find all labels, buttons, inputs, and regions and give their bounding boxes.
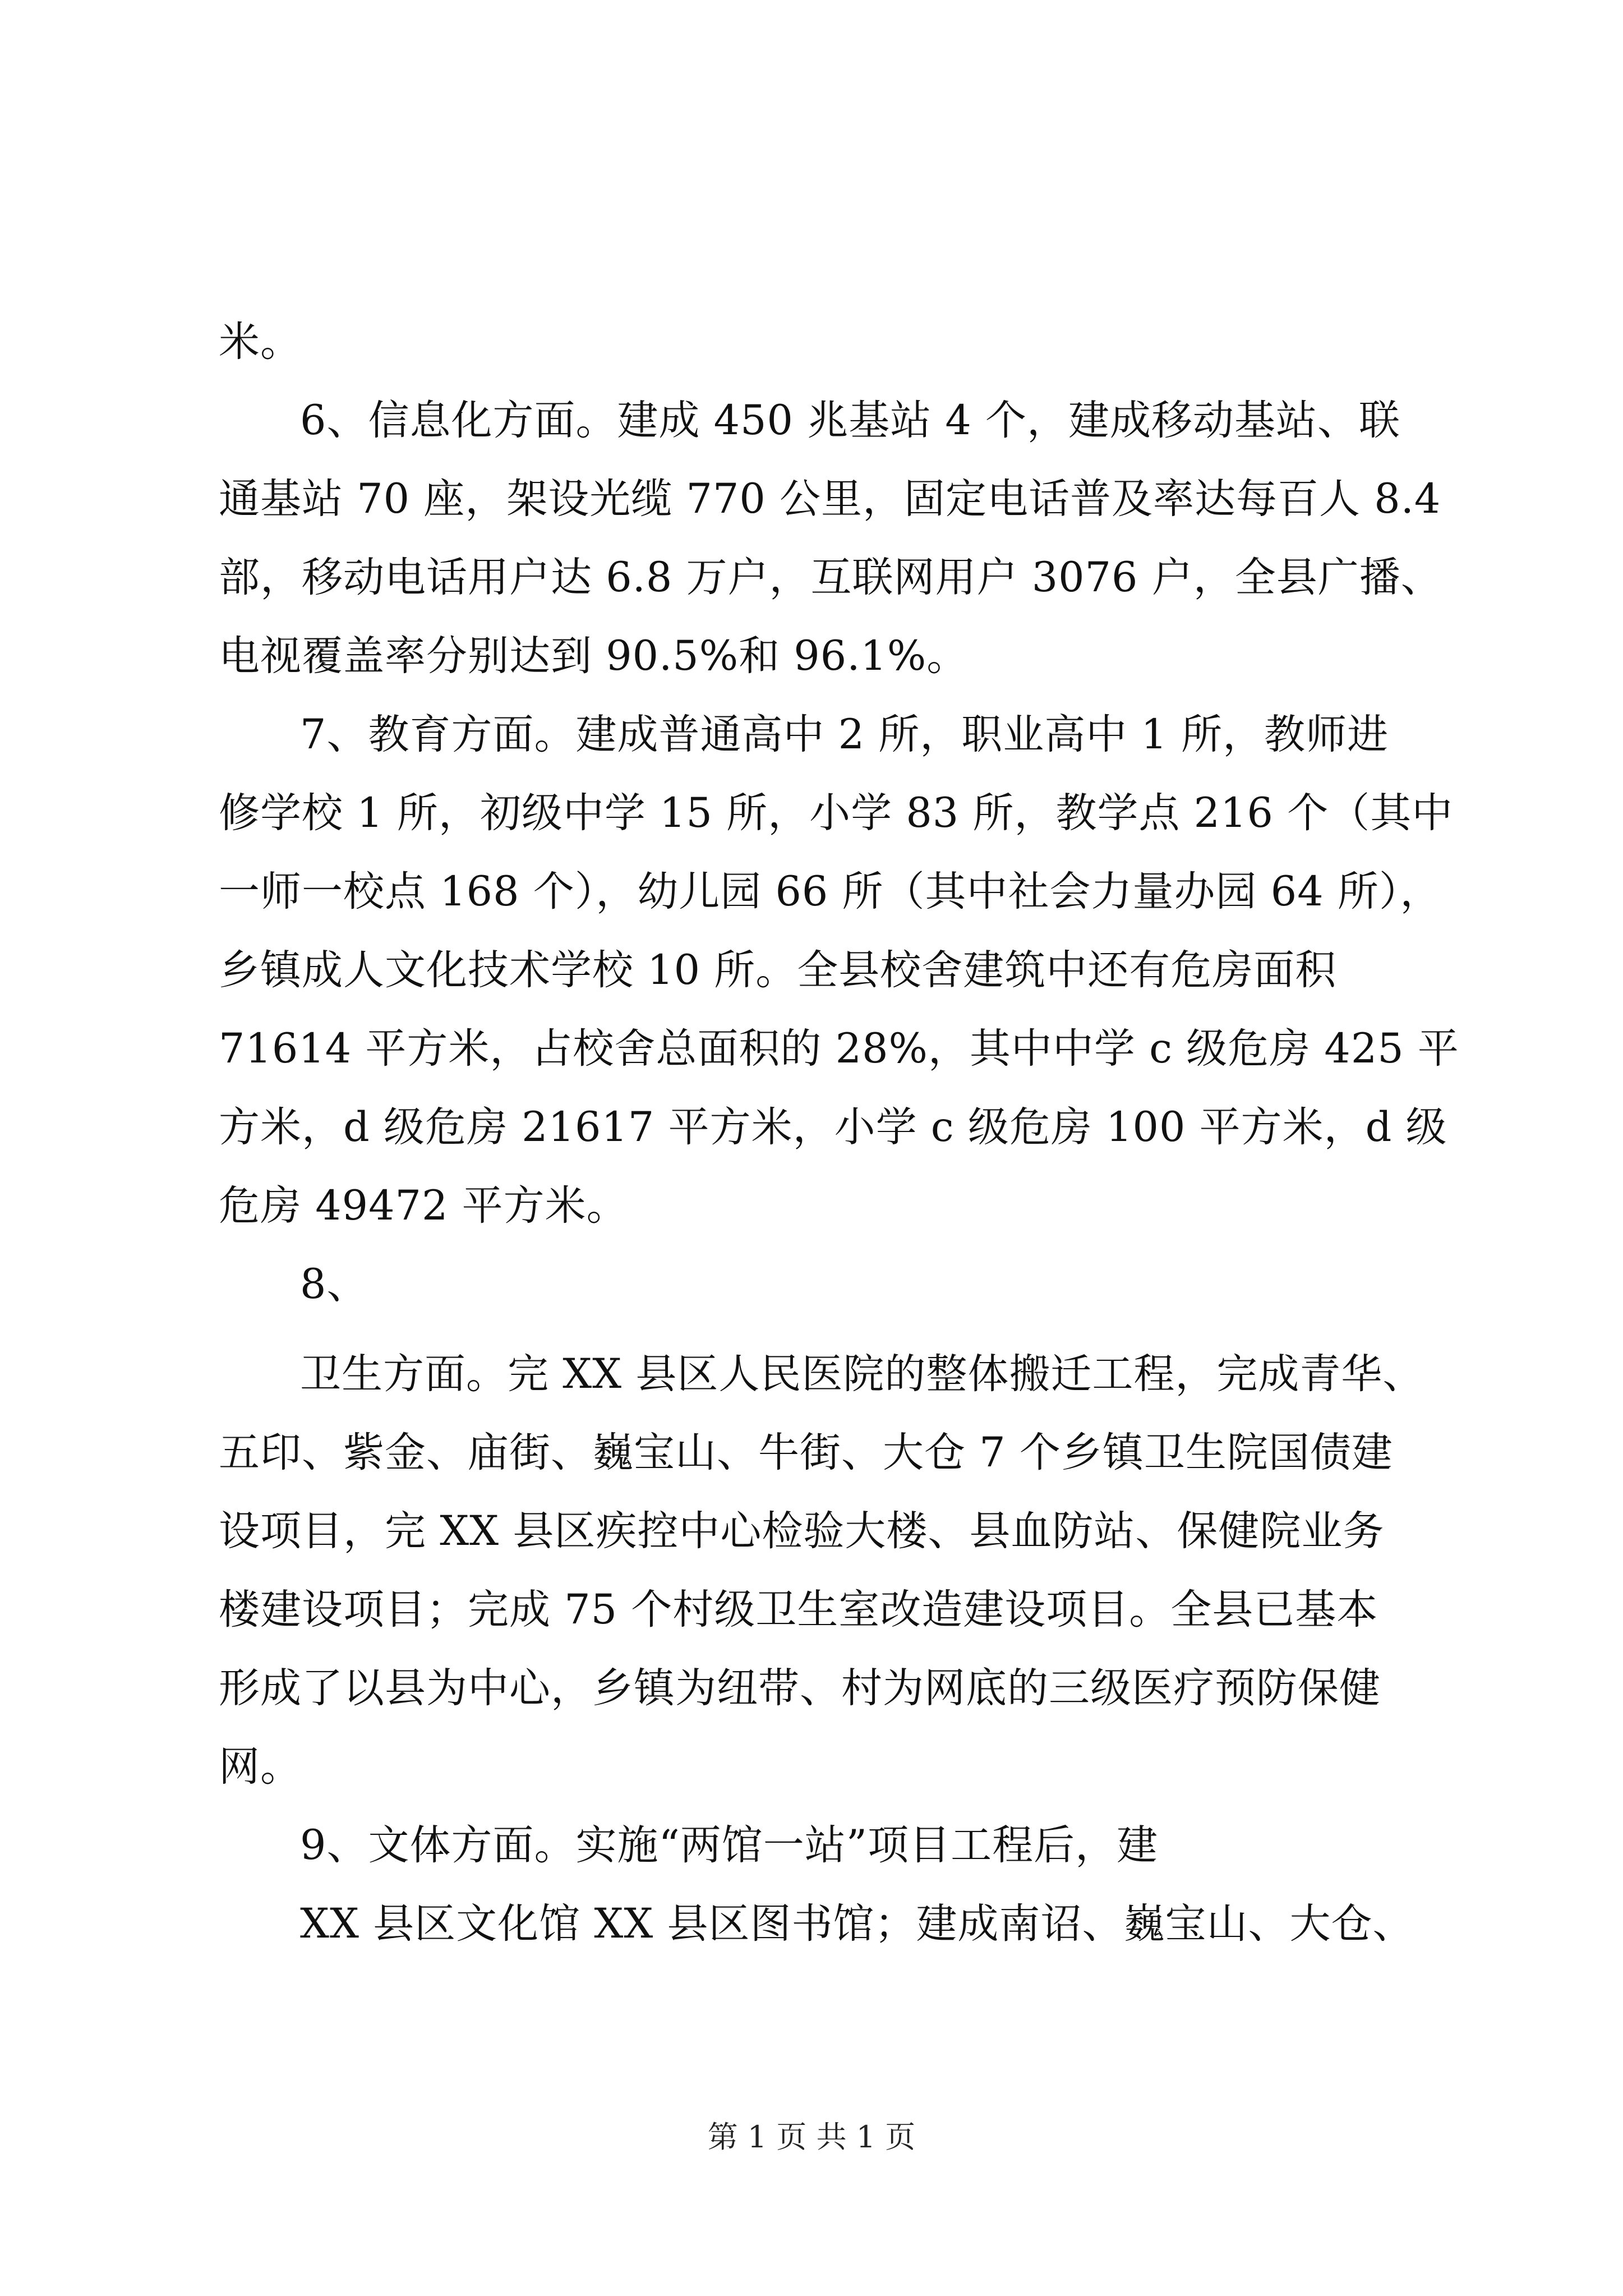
text-line: 一师一校点 168 个），幼儿园 66 所（其中社会力量办园 64 所）， bbox=[219, 868, 1442, 915]
text-line: XX 县区文化馆 XX 县区图书馆；建成南诏、巍宝山、大仓、 bbox=[300, 1900, 1414, 1948]
text-line: 乡镇成人文化技术学校 10 所。全县校舍建筑中还有危房面积 bbox=[219, 946, 1337, 994]
text-line: 设项目，完 XX 县区疾控中心检验大楼、县血防站、保健院业务 bbox=[219, 1507, 1385, 1555]
text-line: 网。 bbox=[219, 1743, 302, 1791]
text-line: 形成了以县为中心，乡镇为纽带、村为网底的三级医疗预防保健 bbox=[219, 1664, 1381, 1712]
text-line: 危房 49472 平方米。 bbox=[219, 1182, 628, 1230]
page-footer: 第 1 页 共 1 页 bbox=[707, 2119, 916, 2155]
text-line: 71614 平方米，占校舍总面积的 28%，其中中学 c 级危房 425 平 bbox=[219, 1025, 1459, 1073]
text-line: 五印、紫金、庙街、巍宝山、牛街、大仓 7 个乡镇卫生院国债建 bbox=[219, 1429, 1393, 1476]
text-line: 通基站 70 座，架设光缆 770 公里，固定电话普及率达每百人 8.4 bbox=[219, 475, 1441, 523]
text-line: 方米，d 级危房 21617 平方米，小学 c 级危房 100 平方米，d 级 bbox=[219, 1103, 1447, 1151]
text-line: 楼建设项目；完成 75 个村级卫生室改造建设项目。全县已基本 bbox=[219, 1586, 1378, 1634]
text-line: 修学校 1 所，初级中学 15 所，小学 83 所，教学点 216 个（其中 bbox=[219, 789, 1454, 837]
text-line: 6、信息化方面。建成 450 兆基站 4 个，建成移动基站、联 bbox=[300, 397, 1401, 444]
text-line: 部，移动电话用户达 6.8 万户，互联网用户 3076 户，全县广播、 bbox=[219, 554, 1442, 601]
text-line: 7、教育方面。建成普通高中 2 所，职业高中 1 所，教师进 bbox=[300, 711, 1389, 758]
text-line: 9、文体方面。实施“两馆一站”项目工程后，建 bbox=[300, 1821, 1159, 1869]
text-line: 电视覆盖率分别达到 90.5%和 96.1%。 bbox=[219, 632, 969, 680]
text-line: 卫生方面。完 XX 县区人民医院的整体搬迁工程，完成青华、 bbox=[300, 1350, 1424, 1398]
text-line: 米。 bbox=[219, 318, 302, 366]
text-line: 8、 bbox=[300, 1260, 368, 1308]
